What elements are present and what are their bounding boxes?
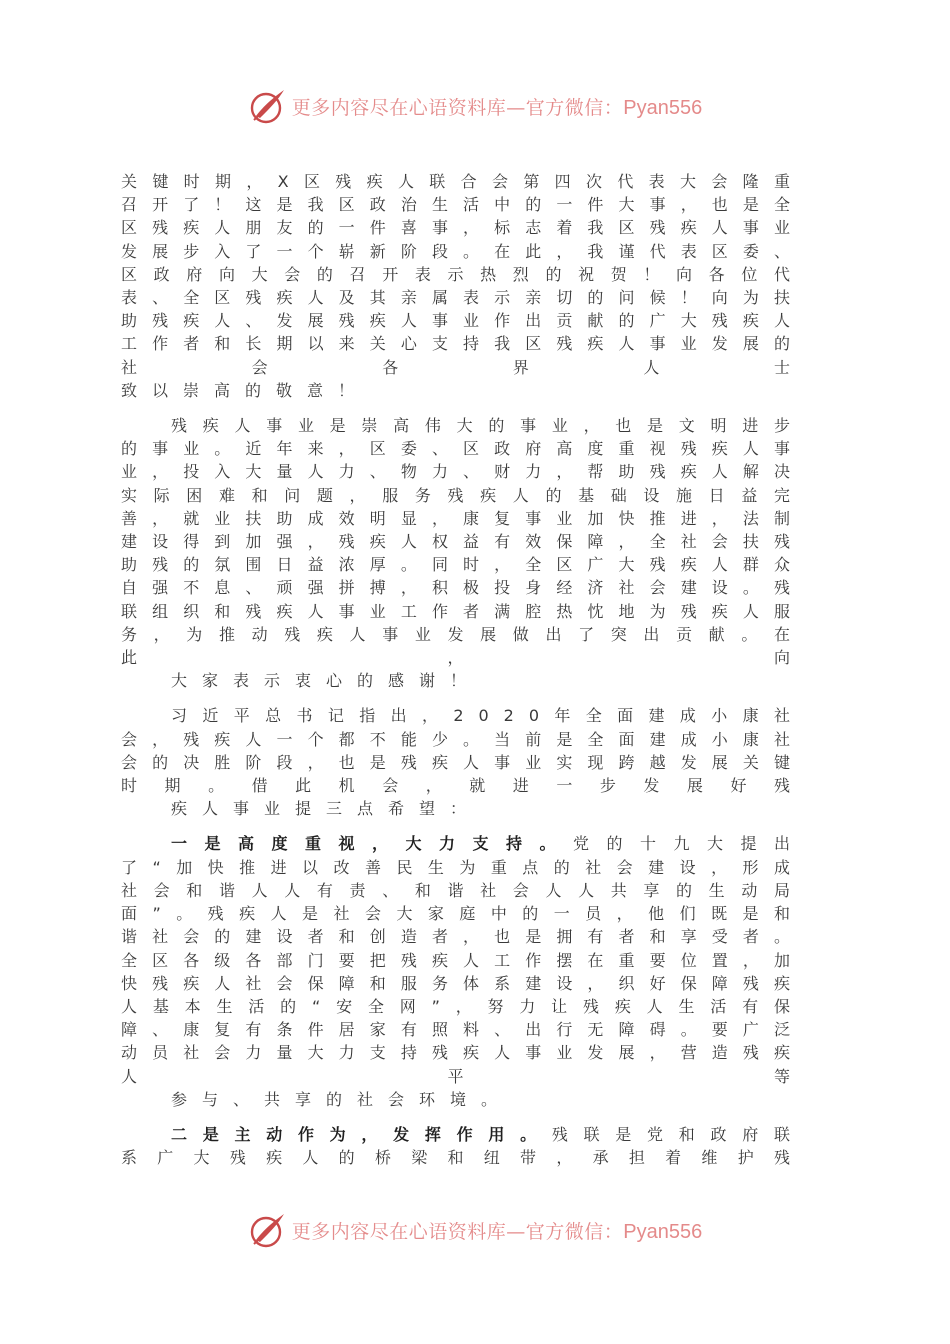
point-one-heading: 一是高度重视，大力支持。 xyxy=(171,834,573,854)
quill-logo-icon xyxy=(248,1210,288,1250)
paragraph-4: 一是高度重视，大力支持。党的十九大提出了“加快推进以改善民生为重点的社会建设，形成社会和谐人人有责、和谐社会人人共享的生动局面”。残疾人是社会大家庭中的一员，他们既是和谐社会的建设者和创造者，也是拥有者和享受者。全区各级各部门要把残疾人工作摆在重要位置，加快残疾人社会保障和服务体系建设，织好保障残疾人基本生活的“安全网”，努力让残疾人生活有保障、康复有条件居家有照料、出行无障碍。要广泛动员社会力量大力支持残疾人事业发展，营造残疾人平等 参与、共享的社会环境。 xyxy=(121,834,805,1109)
footer-watermark-banner xyxy=(0,1208,950,1252)
quill-logo-icon xyxy=(248,86,288,126)
wechat-handle: Pyan556 xyxy=(623,1220,703,1243)
wechat-handle: Pyan556 xyxy=(623,96,703,119)
paragraph-5: 二是主动作为，发挥作用。残联是党和政府联系广大残疾人的桥梁和纽带，承担着维护残 xyxy=(121,1124,805,1168)
header-watermark-banner xyxy=(0,84,950,128)
point-two-heading: 二是主动作为，发挥作用。 xyxy=(171,1124,552,1144)
paragraph-1: 关键时期，X区残疾人联合会第四次代表大会隆重召开了！这是我区政治生活中的一件大事，也是全区残疾人朋友的一件喜事，标志着我区残疾人事业发展步入了一个崭新阶段。在此，我谨代表区委、区政府向大会的召开表示热烈的祝贺！向各位代表、全区残疾人及其亲属表示亲切的问候！向为扶助残疾人、发展残疾人事业作出贡献的广大残疾人工作者和长期以来关心支持我区残疾人事业发展的社会各界人士 致以崇高的敬意！ xyxy=(121,172,805,400)
watermark-text: 更多内容尽在心语资料库—官方微信：Pyan556 xyxy=(291,96,703,119)
watermark-text: 更多内容尽在心语资料库—官方微信：Pyan556 xyxy=(291,1220,703,1243)
paragraph-3: 习近平总书记指出，2020年全面建成小康社会，残疾人一个都不能少。当前是全面建成小康社会的决胜阶段，也是残疾人事业实现跨越发展关键时期。借此机会，就进一步发展好残 疾人事业提三点希望： xyxy=(121,706,805,819)
paragraph-2: 残疾人事业是崇高伟大的事业，也是文明进步的事业。近年来，区委、区政府高度重视残疾人事业，投入大量人力、物力、财力，帮助残疾人解决实际困难和问题，服务残疾人的基础设施日益完善，就业扶助成效明显，康复事业加快推进，法制建设得到加强，残疾人权益有效保障，全社会扶残助残的氛围日益浓厚。同时，全区广大残疾人群众自强不息、顽强拼搏，积极投身经济社会建设。残联组织和残疾人事业工作者满腔热忱地为残疾人服务，为推动残疾人事业发展做出了突出贡献。在此，向 大家表示衷心的感谢！ xyxy=(121,416,805,691)
document-body xyxy=(121,170,805,1181)
